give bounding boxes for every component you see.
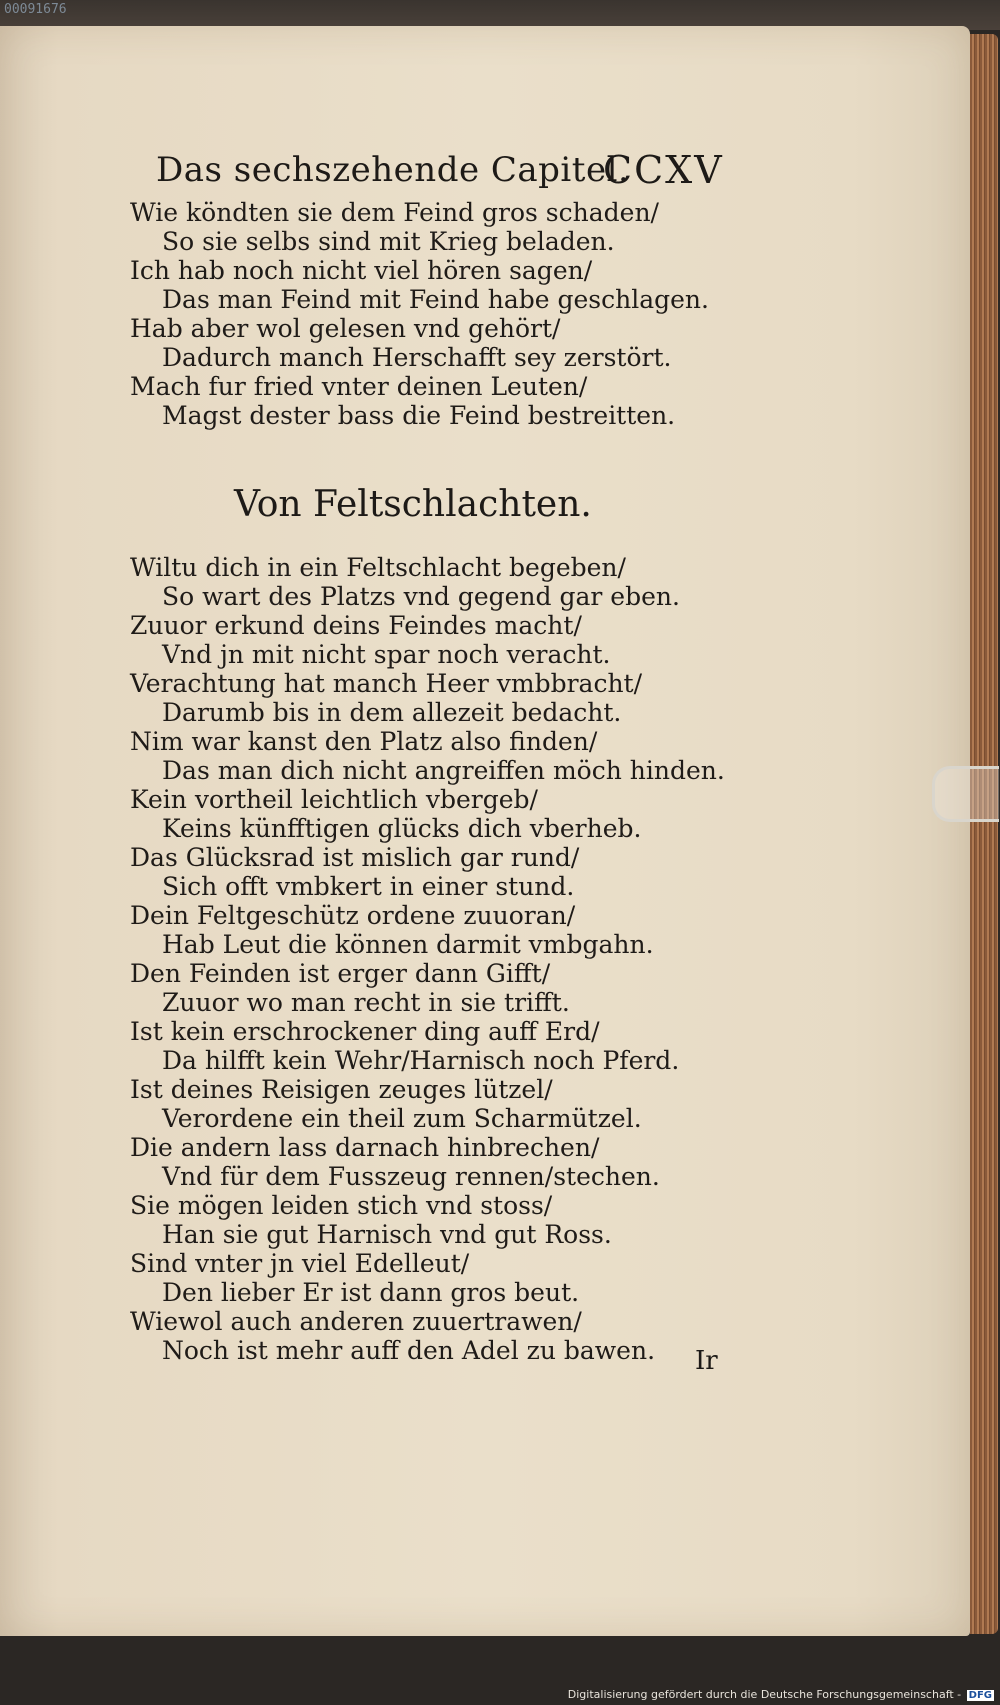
verse-line: Sich offt vmbkert in einer stund. (162, 872, 575, 901)
verse-line: Noch ist mehr auff den Adel zu bawen. (162, 1336, 656, 1365)
scan-id-label: 00091676 (4, 2, 67, 17)
verse-line: Sie mögen leiden stich vnd stoss/ (130, 1191, 553, 1220)
verse-line: Magst dester bass die Feind bestreitten. (162, 401, 676, 430)
verse-line: Darumb bis in dem allezeit bedacht. (162, 698, 622, 727)
verse-line: Das man dich nicht angreiffen möch hinden. (162, 756, 725, 785)
verse-line: Hab Leut die können darmit vmbgahn. (162, 930, 654, 959)
verse-line: Wiewol auch anderen zuuertrawen/ (130, 1307, 582, 1336)
verse-line: Da hilfft kein Wehr/Harnisch noch Pferd. (162, 1046, 680, 1075)
catchword: Ir (695, 1346, 718, 1376)
verse-line: Die andern lass darnach hinbrechen/ (130, 1133, 600, 1162)
stanza-2 (130, 553, 725, 1365)
verse-line: Ist deines Reisigen zeuges lützel/ (130, 1075, 553, 1104)
page-edge (970, 34, 998, 1634)
verse-line: Das man Feind mit Feind habe geschlagen. (162, 285, 709, 314)
verse-line: Mach fur fried vnter deinen Leuten/ (130, 372, 588, 401)
verse-line: Nim war kanst den Platz also finden/ (130, 727, 598, 756)
verse-line: So sie selbs sind mit Krieg beladen. (162, 227, 615, 256)
verse-line: Verachtung hat manch Heer vmbbracht/ (130, 669, 643, 698)
running-head: Das sechszehende Capitel. (156, 150, 630, 190)
verse-line: Vnd für dem Fusszeug rennen/stechen. (162, 1162, 660, 1191)
verse-line: Sind vnter jn viel Edelleut/ (130, 1249, 470, 1278)
folio-number: CCXV (603, 148, 724, 192)
verse-line: Wie köndten sie dem Feind gros schaden/ (130, 198, 659, 227)
verse-line: Zuuor erkund deins Feindes macht/ (130, 611, 582, 640)
verse-line: Zuuor wo man recht in sie trifft. (162, 988, 570, 1017)
verse-line: Den Feinden ist erger dann Gifft/ (130, 959, 551, 988)
verse-line: Han sie gut Harnisch vnd gut Ross. (162, 1220, 612, 1249)
verse-line: Ich hab noch nicht viel hören sagen/ (130, 256, 593, 285)
verse-line: Vnd jn mit nicht spar noch veracht. (162, 640, 611, 669)
digitization-credit (568, 1688, 994, 1701)
verse-line: Keins künfftigen glücks dich vberheb. (162, 814, 642, 843)
verse-line: Wiltu dich in ein Feltschlacht begeben/ (130, 553, 626, 582)
credit-text: Digitalisierung gefördert durch die Deutsche Forschungsgemeinschaft - (567, 1688, 962, 1701)
dfg-logo: DFG (968, 1690, 992, 1701)
verse-line: Das Glücksrad ist mislich gar rund/ (130, 843, 580, 872)
verse-line: Kein vortheil leichtlich vbergeb/ (130, 785, 538, 814)
verse-line: Dadurch manch Herschafft sey zerstört. (162, 343, 672, 372)
verse-line: Hab aber wol gelesen vnd gehört/ (130, 314, 561, 343)
page-clip-tab (932, 766, 999, 822)
stanza-1 (130, 198, 709, 430)
section-heading: Von Feltschlachten. (234, 484, 592, 525)
verse-line: Ist kein erschrockener ding auff Erd/ (130, 1017, 600, 1046)
verse-line: Dein Feltgeschütz ordene zuuoran/ (130, 901, 576, 930)
verse-line: Den lieber Er ist dann gros beut. (162, 1278, 580, 1307)
verse-line: So wart des Platzs vnd gegend gar eben. (162, 582, 680, 611)
verse-line: Verordene ein theil zum Scharmützel. (162, 1104, 642, 1133)
